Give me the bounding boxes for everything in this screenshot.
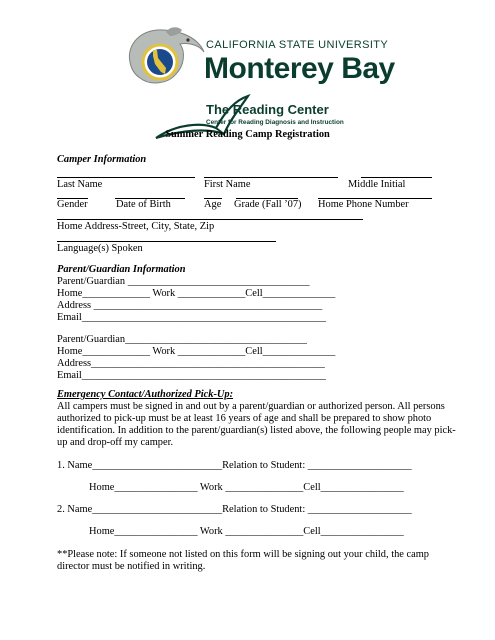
guardian2-address-field[interactable]: Address_____________________________________________ <box>57 358 325 369</box>
guardian2-phones-field[interactable]: Home_____________ Work _____________Cell______________ <box>57 346 336 357</box>
emergency-paragraph-line-4: up and drop-off my camper. <box>57 437 174 448</box>
last-name-label: Last Name <box>57 179 103 190</box>
otter-seal-icon <box>120 22 210 94</box>
grade-label: Grade (Fall ’07) <box>234 199 302 210</box>
guardian1-phones-field[interactable]: Home_____________ Work _____________Cell______________ <box>57 288 336 299</box>
languages-label: Language(s) Spoken <box>57 243 143 254</box>
emergency-paragraph-line-1: All campers must be signed in and out by a parent/guardian or authorized person. All persons <box>57 401 445 412</box>
contact1-phones-field[interactable]: Home________________ Work _______________Cell________________ <box>89 482 404 493</box>
guardian1-field[interactable]: Parent/Guardian ___________________________________ <box>57 276 310 287</box>
last-name-line[interactable] <box>57 177 195 178</box>
note-line-2: director must be notified in writing. <box>57 561 206 572</box>
guardian1-email-field[interactable]: Email_______________________________________________ <box>57 312 326 323</box>
university-name: CALIFORNIA STATE UNIVERSITY <box>206 39 389 51</box>
campus-name: Monterey Bay <box>204 52 395 85</box>
middle-initial-label: Middle Initial <box>348 179 406 190</box>
gender-label: Gender <box>57 199 88 210</box>
note-line-1: **Please note: If someone not listed on this form will be signing out your child, the camp <box>57 549 429 560</box>
first-name-line[interactable] <box>204 177 338 178</box>
home-address-label: Home Address-Street, City, State, Zip <box>57 221 215 232</box>
guardian2-field[interactable]: Parent/Guardian___________________________________ <box>57 334 307 345</box>
contact2-name-field[interactable]: 2. Name_________________________Relation to Student: ____________________ <box>57 504 412 515</box>
contact1-name-field[interactable]: 1. Name_________________________Relation to Student: ____________________ <box>57 460 412 471</box>
emergency-section-heading: Emergency Contact/Authorized Pick-Up: <box>57 389 234 400</box>
guardian2-email-field[interactable]: Email_______________________________________________ <box>57 370 326 381</box>
dob-label: Date of Birth <box>116 199 171 210</box>
csumb-logo <box>120 22 395 140</box>
form-title: Summer Reading Camp Registration <box>165 129 330 140</box>
age-label: Age <box>204 199 222 210</box>
first-name-label: First Name <box>204 179 251 190</box>
reading-center-name: The Reading Center <box>206 102 329 117</box>
emergency-paragraph-line-3: identification. In addition to the parent/guardian(s) listed above, the following people may pick- <box>57 425 456 436</box>
middle-initial-line[interactable] <box>361 177 432 178</box>
guardian1-address-field[interactable]: Address ____________________________________________ <box>57 300 323 311</box>
languages-line[interactable] <box>57 241 276 242</box>
home-address-line[interactable] <box>57 219 363 220</box>
parent-section-heading: Parent/Guardian Information <box>57 264 186 275</box>
emergency-paragraph-line-2: authorized to pick-up must be at least 16 years of age and shall be prepared to show photo <box>57 413 432 424</box>
contact2-phones-field[interactable]: Home________________ Work _______________Cell________________ <box>89 526 404 537</box>
home-phone-label: Home Phone Number <box>318 199 409 210</box>
reading-center-subtitle: Center for Reading Diagnosis and Instruction <box>206 119 344 126</box>
camper-section-heading: Camper Information <box>57 154 147 165</box>
